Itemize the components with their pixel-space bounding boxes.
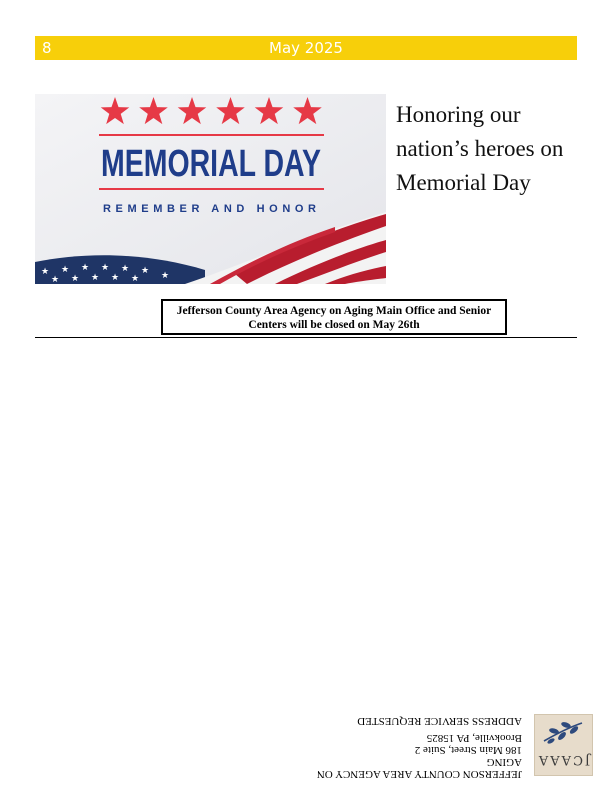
page-number: 8 [42,39,52,57]
svg-text:★: ★ [71,274,80,284]
svg-text:★: ★ [51,275,60,284]
svg-text:★: ★ [101,263,110,273]
header-bar [35,36,577,60]
svg-text:★: ★ [81,263,90,273]
svg-text:★: ★ [61,265,70,275]
org-name: JEFFERSON COUNTY AREA AGENCY ON AGING [316,756,522,780]
svg-text:★: ★ [121,264,130,274]
jcaaa-logo [534,714,593,776]
closure-notice [161,299,507,335]
banner-title: MEMORIAL DAY [101,143,321,185]
banner-subtitle: REMEMBER AND HONOR [103,203,319,215]
svg-text:★: ★ [161,271,170,281]
mailing-panel [300,706,600,786]
svg-text:★: ★ [111,273,120,283]
closure-notice-line1: Jefferson County Area Agency on Aging Main Office and Senior [176,305,492,317]
svg-text:★: ★ [141,266,150,276]
address-service-requested: ADDRESS SERVICE REQUESTED [357,715,522,727]
svg-text:★: ★ [91,273,100,283]
issue-date: May 2025 [269,39,343,57]
svg-text:★: ★ [131,274,140,284]
honor-text: Honoring our nation’s heroes on Memorial Day [396,102,564,195]
logo-text: JCAAA [536,752,591,767]
svg-text:★: ★ [41,267,50,277]
memorial-day-banner [35,94,386,284]
leaf-icon [542,719,584,745]
divider [35,337,577,338]
street-address: 186 Main Street, Suite 2 [414,744,522,756]
closure-notice-line2: Centers will be closed on May 26th [248,319,420,331]
city-state-zip: Brookville, PA 15825 [426,732,522,744]
return-address [302,732,522,780]
